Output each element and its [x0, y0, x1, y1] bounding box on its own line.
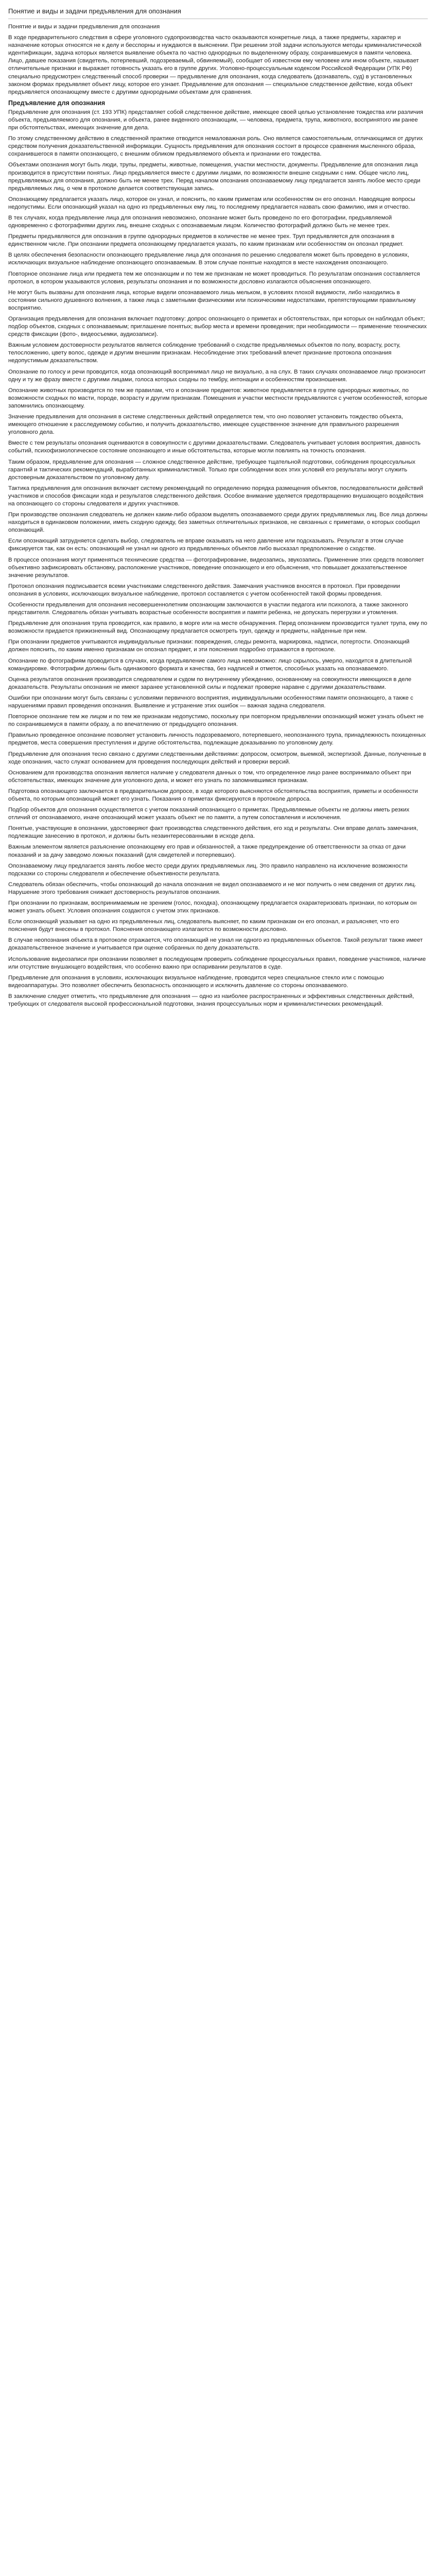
body-paragraph: Таким образом, предъявление для опознания — сложное следственное действие, требующее тщательной подготовки, соблюдения процессуальных гарантий и тактических рекомендаций, выработанных криминалистикой. Только при соблюдении всех этих условий его результаты могут служить достоверным доказательством по уголовному делу.	[8, 459, 415, 481]
body-paragraph: Следователь обязан обеспечить, чтобы опознающий до начала опознания не видел опознаваемого и не мог получить о нем сведения от других лиц. Нарушение этого требования снижает достоверность результатов опознания.	[8, 881, 416, 895]
body-paragraph: Организация предъявления для опознания включает подготовку: допрос опознающего о приметах и обстоятельствах, при которых он наблюдал объект; подбор объектов, сходных с опознаваемым; приглашение понятых; выбор места и времени проведения; при необходимости — применение технических средств фиксации (фото-, видеосъемки, аудиозаписи).	[8, 316, 427, 338]
intro-paragraph: В ходе предварительного следствия в сфере уголовного судопроизводства часто оказываются конкретные лица, а также предметы, характер и назначение которых относятся не к делу и бесспорны и нуждаются в выяснении. При решении этой задачи используются методы криминалистической идентификации, задача которых является выявление объекта по частно однородных по выделенному образу, сохранившемуся в памяти человека. Лицо, давшее показания (свидетель, потерпевший, подозреваемый, обвиняемый), сообщает об известном ему человеке или ином объекте, называет отличительные признаки и выражает готовность указать его в группе других. Уголовно-процессуальным кодексом Российской Федерации (УПК РФ) специально предусмотрен следственный способ проверки — предъявление для опознания, когда следователь (дознаватель, суд) в установленных законом формах предъявляет объект лицу, которое его узнает. Предъявление для опознания — специальное следственное действие, когда объект предъявляется опознающему вместе с другими однородными объектами для сравнения.	[8, 35, 422, 95]
body-paragraph: При опознании предметов учитываются индивидуальные признаки: повреждения, следы ремонта, маркировка, надписи, потертости. Опознающий должен пояснить, по каким именно признакам он опознал предмет, и эти пояснения подробно отражаются в протоколе.	[8, 639, 410, 653]
body-paragraph: Вместе с тем результаты опознания оцениваются в совокупности с другими доказательствами. Следователь учитывает условия восприятия, давность событий, психофизиологическое состояние опознающего и иные обстоятельства, которые могли повлиять на точность опознания.	[8, 440, 421, 454]
body-paragraph: Опознающему предлагается указать лицо, которое он узнал, и пояснить, по каким приметам или особенностям он его опознал. Наводящие вопросы недопустимы. Если опознающий указал на одно из предъявленных ему лиц, то последнему предлагается назвать свою фамилию, имя и отчество.	[8, 196, 415, 210]
section-heading: Предъявление для опознания	[8, 99, 106, 107]
body-paragraph: Предъявление для опознания (ст. 193 УПК) представляет собой следственное действие, имеющее своей целью установление тождества или различия объекта, предъявляемого для опознания, и объекта, ранее виденного опознающим, — человека, предмета, трупа, животного, воспринятого им ранее при обстоятельствах, имеющих значение для дела.	[8, 109, 423, 131]
body-paragraph: Опознаваемому лицу предлагается занять любое место среди других предъявляемых лиц. Это правило направлено на исключение возможности подсказки со стороны следователя и обеспечение объективности результата.	[8, 862, 408, 877]
body-paragraph: Предъявление для опознания тесно связано с другими следственными действиями: допросом, осмотром, выемкой, экспертизой. Данные, полученные в ходе опознания, часто служат основанием для проведения последующих действий и проверки версий.	[8, 751, 426, 765]
body-paragraph: Особенности предъявления для опознания несовершеннолетним опознающим заключаются в участии педагога или психолога, а также законного представителя. Следователь обязан учитывать возрастные особенности восприятия и памяти ребенка, не допускать перегрузки и утомления.	[8, 602, 408, 616]
main-section	[8, 99, 428, 1008]
body-paragraph: Значение предъявления для опознания в системе следственных действий определяется тем, что оно позволяет установить тождество объекта, имеющего отношение к расследуемому событию, и получить доказательство, имеющее существенное значение для правильного разрешения уголовного дела.	[8, 414, 403, 436]
body-paragraph: Опознание по фотографиям проводится в случаях, когда предъявление самого лица невозможно: лицо скрылось, умерло, находится в длительной командировке. Фотографии должны быть одинакового формата и качества, без надписей и отметок, способных указать на опознаваемого.	[8, 657, 412, 672]
body-paragraph: Объектами опознания могут быть люди, трупы, предметы, животные, помещения, участки местности, документы. Предъявление для опознания лица производится в присутствии понятых. Лицо предъявляется вместе с другими лицами, по возможности внешне сходными с ним. Общее число лиц, предъявляемых для опознания, должно быть не менее трех. Перед началом опознания опознаваемому лицу предлагается занять любое место среди предъявляемых лиц, о чем в протоколе делается соответствующая запись.	[8, 162, 421, 192]
body-paragraph: Оценка результатов опознания производится следователем и судом по внутреннему убеждению, основанному на совокупности имеющихся в деле доказательств. Результаты опознания не имеют заранее установленной силы и подлежат проверке наравне с другими доказательствами.	[8, 676, 412, 690]
page-title: Понятие и виды и задачи предъявления для опознания	[8, 7, 181, 15]
section-body	[8, 109, 428, 1008]
body-paragraph: Если опознающий указывает на одно из предъявленных лиц, следователь выясняет, по каким признакам он его опознал, и разъясняет, что его пояснения будут внесены в протокол. Пояснения опознающего излагаются по возможности дословно.	[8, 919, 399, 933]
intro-paragraph: Понятие и виды и задачи предъявления для опознания	[8, 24, 160, 30]
body-paragraph: Предъявление для опознания в условиях, исключающих визуальное наблюдение, проводится через специальное стекло или с помощью видеоаппаратуры. Это позволяет обеспечить безопасность опознающего и исключить давление со стороны опознаваемого.	[8, 974, 384, 989]
body-paragraph: Повторное опознание лица или предмета тем же опознающим и по тем же признакам не может проводиться. По результатам опознания составляется протокол, в котором указываются условия, результаты опознания и по возможности дословно излагаются объяснения опознающего.	[8, 270, 420, 285]
body-paragraph: Протокол опознания подписывается всеми участниками следственного действия. Замечания участников вносятся в протокол. При проведении опознания в условиях, исключающих визуальное наблюдение, протокол составляется с учетом особенностей такой формы проведения.	[8, 583, 400, 597]
body-paragraph: В процессе опознания могут применяться технические средства — фотографирование, видеозапись, звукозапись. Применение этих средств позволяет объективно зафиксировать обстановку, расположение участников, поведение опознающего и его объяснения, что повышает доказательственное значение результатов.	[8, 556, 424, 579]
body-paragraph: Опознание по голосу и речи проводится, когда опознающий воспринимал лицо не визуально, а на слух. В таких случаях опознаваемое лицо произносит одну и ту же фразу вместе с другими лицами, голоса которых сходны по тембру, интонации и особенностям произношения.	[8, 368, 426, 383]
body-paragraph: Использование видеозаписи при опознании позволяет в последующем проверить соблюдение процессуальных правил, поведение участников, наличие или отсутствие внушающего воздействия, что особенно важно при оспаривании результатов в суде.	[8, 956, 426, 970]
body-paragraph: Опознание животных производится по тем же правилам, что и опознание предметов: животное предъявляется в группе однородных животных, по возможности сходных по масти, породе, возрасту и другим признакам. Помещения и участки местности предъявляются с учетом особенностей, которые запомнились опознающему.	[8, 387, 427, 409]
body-paragraph: В заключение следует отметить, что предъявление для опознания — одно из наиболее распространенных и эффективных следственных действий, требующих от следователя высокой профессиональной подготовки, знания процессуальных норм и криминалистических рекомендаций.	[8, 993, 414, 1008]
body-paragraph: В тех случаях, когда предъявление лица для опознания невозможно, опознание может быть проведено по его фотографии, предъявляемой одновременно с фотографиями других лиц, внешне сходных с опознаваемым лицом. Количество фотографий должно быть не менее трех.	[8, 214, 392, 229]
body-paragraph: При производстве опознания следователь не должен каким-либо образом выделять опознаваемого среди других предъявляемых лиц. Все лица должны находиться в одинаковом положении, иметь сходную одежду, без заметных отличительных признаков, не связанных с приметами, о которых сообщил опознающий.	[8, 512, 428, 534]
body-paragraph: При опознании по признакам, воспринимаемым не зрением (голос, походка), опознающему предлагается охарактеризовать признаки, по которым он может узнать объект. Условия опознания создаются с учетом этих признаков.	[8, 900, 417, 914]
body-paragraph: Ошибки при опознании могут быть связаны с условиями первичного восприятия, индивидуальными особенностями памяти опознающего, а также с нарушениями правил проведения опознания. Выявление и устранение этих ошибок — важная задача следователя.	[8, 694, 413, 709]
body-paragraph: Важным элементом является разъяснение опознающему его прав и обязанностей, а также предупреждение об ответственности за отказ от дачи показаний и за дачу заведомо ложных показаний (для свидетелей и потерпевших).	[8, 844, 406, 858]
body-paragraph: Подбор объектов для опознания осуществляется с учетом показаний опознающего о приметах. Предъявляемые объекты не должны иметь резких отличий от опознаваемого, иначе опознающий может указать объект не по памяти, а путем сопоставления и исключения.	[8, 807, 410, 821]
body-paragraph: Правильно проведенное опознание позволяет установить личность подозреваемого, потерпевшего, неопознанного трупа, принадлежность похищенных предметов, места совершения преступления и другие обстоятельства, подлежащие доказыванию по уголовному делу.	[8, 732, 426, 747]
intro-section	[8, 23, 428, 96]
body-paragraph: В случае неопознания объекта в протоколе отражается, что опознающий не узнал ни одного из предъявленных объектов. Такой результат также имеет доказательственное значение и учитывается при оценке собранных по делу доказательств.	[8, 937, 423, 952]
body-paragraph: По этому следственному действию в следственной практике отводится немаловажная роль. Оно является самостоятельным, отличающимся от других средством получения доказательственной информации. Сущность предъявления для опознания состоит в процессе сравнения мысленного образа, сохранившегося в памяти опознающего, с внешним обликом предъявляемого объекта и признании его тождества.	[8, 135, 423, 158]
body-paragraph: Важным условием достоверности результатов является соблюдение требований о сходстве предъявляемых объектов по полу, возрасту, росту, телосложению, цвету волос, одежде и другим внешним признакам. Несоблюдение этих требований влечет признание протокола опознания недопустимым доказательством.	[8, 342, 400, 364]
body-paragraph: Основанием для производства опознания является наличие у следователя данных о том, что определенное лицо ранее воспринимало объект при обстоятельствах, имеющих значение для уголовного дела, и может его узнать по запомнившимся признакам.	[8, 769, 411, 784]
body-paragraph: Если опознающий затрудняется сделать выбор, следователь не вправе оказывать на него давление или подсказывать. Результат в этом случае фиксируется так, как он есть: опознающий не узнал ни одного из предъявленных объектов либо высказал предположение о сходстве.	[8, 538, 404, 552]
body-paragraph: Понятые, участвующие в опознании, удостоверяют факт производства следственного действия, его ход и результаты. Они вправе делать замечания, подлежащие занесению в протокол, и должны быть незаинтересованными в исходе дела.	[8, 825, 418, 840]
body-paragraph: Подготовка опознающего заключается в предварительном допросе, в ходе которого выясняются обстоятельства восприятия, приметы и особенности объекта, по которым опознающий может его узнать. Показания о приметах фиксируются в протоколе допроса.	[8, 788, 418, 802]
body-paragraph: Предметы предъявляются для опознания в группе однородных предметов в количестве не менее трех. Труп предъявляется для опознания в единственном числе. При опознании предмета опознающему предлагается указать, по каким признакам или особенностям он опознал предмет.	[8, 233, 404, 248]
body-paragraph: Предъявление для опознания трупа проводится, как правило, в морге или на месте обнаружения. Перед опознанием производится туалет трупа, ему по возможности придается прижизненный вид. Опознающему предлагается осмотреть труп, одежду и предметы, найденные при нем.	[8, 620, 427, 635]
body-paragraph: В целях обеспечения безопасности опознающего предъявление лица для опознания по решению следователя может быть проведено в условиях, исключающих визуальное наблюдение опознающего опознаваемым. В этом случае понятые находятся в месте нахождения опознающего.	[8, 252, 409, 266]
body-paragraph: Не могут быть вызваны для опознания лица, которые видели опознаваемого лишь мельком, в условиях плохой видимости, либо находились в состоянии сильного душевного волнения, а также лица с заметными физическими или психическими недостатками, препятствующими правильному восприятию.	[8, 289, 416, 311]
body-paragraph: Тактика предъявления для опознания включает систему рекомендаций по определению порядка размещения объектов, последовательности действий участников и способов фиксации хода и результатов следственного действия. Особое внимание уделяется предотвращению внушающего воздействия на опознающего со стороны следователя и других участников.	[8, 485, 424, 507]
body-paragraph: Повторное опознание тем же лицом и по тем же признакам недопустимо, поскольку при повторном предъявлении опознающий может узнать объект не по сохранившемуся в памяти образу, а по впечатлению от предыдущего опознания.	[8, 714, 424, 728]
